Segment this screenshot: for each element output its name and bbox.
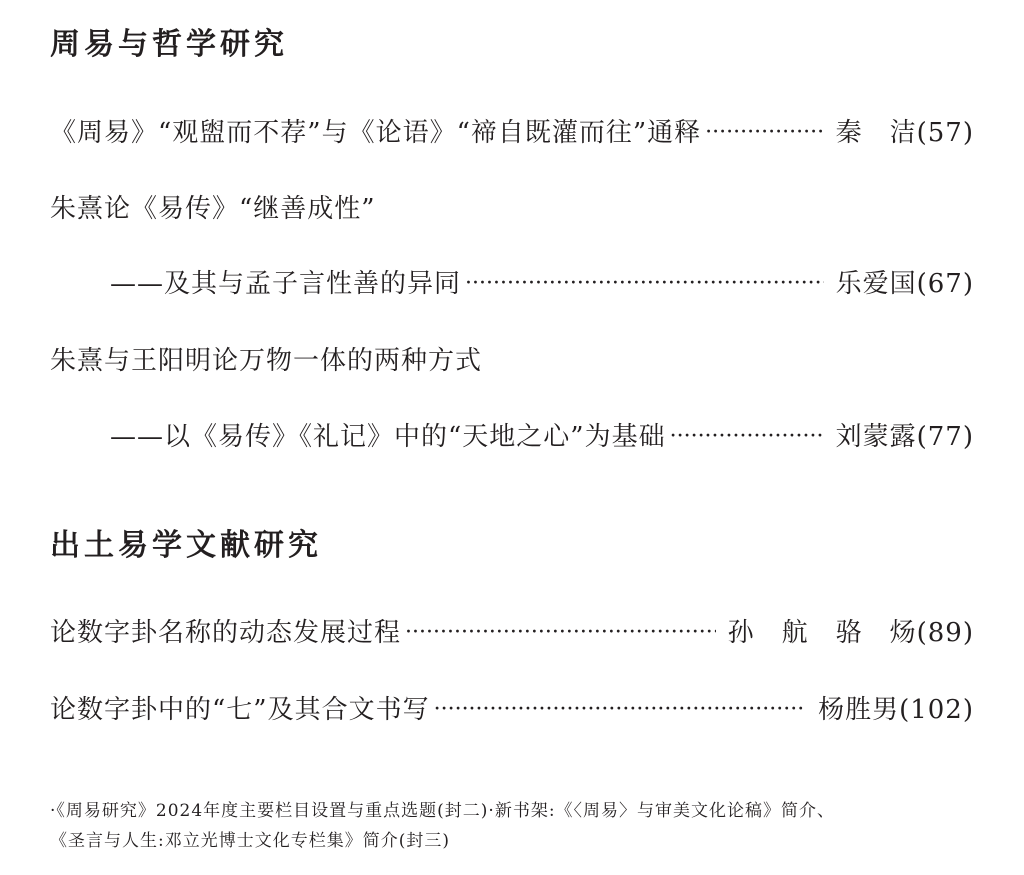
entry-author: 秦 洁 <box>835 118 917 148</box>
entry-page-number: (102) <box>899 695 974 725</box>
dot-leader <box>405 613 716 653</box>
toc-entry[interactable] <box>50 690 974 730</box>
entry-page-number: (67) <box>916 269 974 299</box>
entry-title: 《周易》“观盥而不荐”与《论语》“禘自既灌而往”通释 <box>50 118 702 148</box>
section-heading-philosophy: 周易与哲学研究 <box>50 27 288 62</box>
dot-leader <box>670 417 824 457</box>
footnote-line: 《圣言与人生:邓立光博士文化专栏集》简介(封三) <box>50 831 450 851</box>
footnote <box>50 796 980 856</box>
entry-author: 乐爱国 <box>835 269 917 299</box>
entry-author: 刘蒙露 <box>835 422 917 452</box>
entry-title-main[interactable]: 朱熹与王阳明论万物一体的两种方式 <box>50 346 483 376</box>
toc-entry[interactable] <box>110 264 974 304</box>
entry-page-number: (77) <box>916 422 974 452</box>
entry-page-number: (89) <box>916 618 974 648</box>
entry-author: 杨胜男 <box>818 695 900 725</box>
entry-author: 孙 航 骆 炀 <box>727 618 917 648</box>
entry-title-main[interactable]: 朱熹论《易传》“继善成性” <box>50 194 376 224</box>
section-heading-excavated: 出土易学文献研究 <box>50 528 322 563</box>
toc-entry[interactable] <box>110 417 974 457</box>
dot-leader <box>705 113 823 153</box>
entry-subtitle: ——以《易传》《礼记》中的“天地之心”为基础 <box>110 422 666 452</box>
footnote-line: ·《周易研究》2024年度主要栏目设置与重点选题(封二)·新书架:《〈周易〉与审美文化论稿》简介、 <box>50 801 836 821</box>
entry-subtitle: ——及其与孟子言性善的异同 <box>110 269 462 299</box>
dot-leader <box>434 690 806 730</box>
entry-page-number: (57) <box>916 118 974 148</box>
entry-title: 论数字卦中的“七”及其合文书写 <box>50 695 430 725</box>
entry-title: 论数字卦名称的动态发展过程 <box>50 618 402 648</box>
toc-entry[interactable] <box>50 113 974 153</box>
toc-entry[interactable] <box>50 613 974 653</box>
dot-leader <box>465 264 824 304</box>
